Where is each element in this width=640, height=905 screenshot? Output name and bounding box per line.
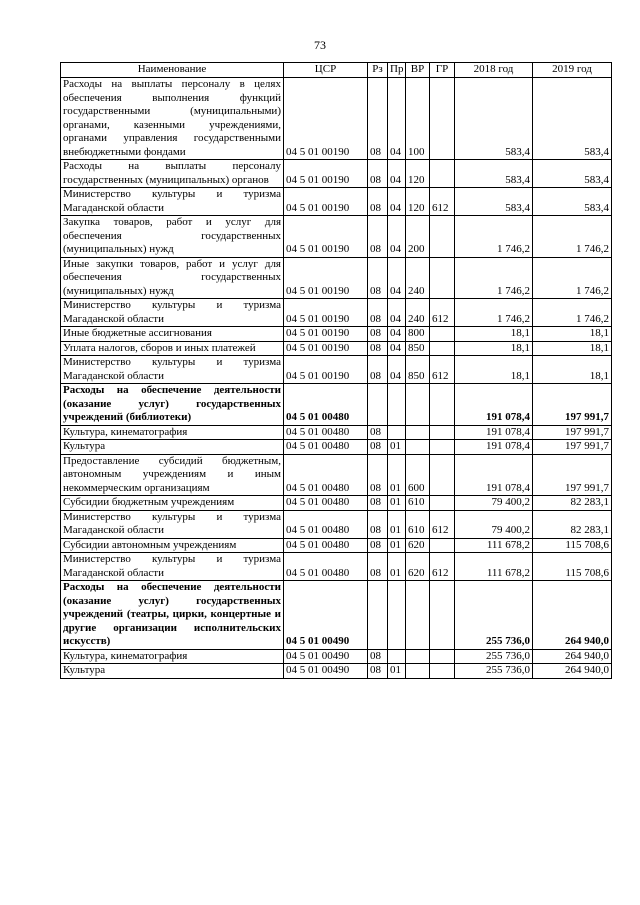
cell-pr: 04 xyxy=(388,257,406,299)
cell-2018: 111 678,2 xyxy=(455,538,533,553)
cell-vr: 200 xyxy=(406,216,430,258)
cell-rz: 08 xyxy=(368,440,388,455)
cell-rz: 08 xyxy=(368,510,388,538)
cell-gr xyxy=(430,78,455,160)
cell-csr: 04 5 01 00480 xyxy=(284,510,368,538)
cell-name: Министерство культуры и туризма Магаданской области xyxy=(61,299,284,327)
table-row xyxy=(61,440,612,455)
cell-vr: 120 xyxy=(406,160,430,188)
cell-gr xyxy=(430,425,455,440)
header-rz: Рз xyxy=(368,63,388,78)
cell-2018: 191 078,4 xyxy=(455,440,533,455)
cell-pr: 01 xyxy=(388,454,406,496)
cell-csr: 04 5 01 00480 xyxy=(284,538,368,553)
cell-name: Министерство культуры и туризма Магаданской области xyxy=(61,553,284,581)
cell-gr xyxy=(430,581,455,650)
cell-pr xyxy=(388,425,406,440)
cell-gr xyxy=(430,257,455,299)
cell-csr: 04 5 01 00480 xyxy=(284,440,368,455)
page-number: 73 xyxy=(314,38,326,52)
cell-2018: 583,4 xyxy=(455,188,533,216)
table-row xyxy=(61,496,612,511)
cell-2019: 18,1 xyxy=(533,327,612,342)
cell-csr: 04 5 01 00190 xyxy=(284,327,368,342)
cell-2018: 255 736,0 xyxy=(455,649,533,664)
cell-name: Расходы на выплаты персоналу в целях обеспечения выполнения функций государственными (муниципальными) органами, казенными учреждениями, органами управления государственными внебюджетными фондами xyxy=(61,78,284,160)
cell-pr: 04 xyxy=(388,160,406,188)
cell-2018: 191 078,4 xyxy=(455,454,533,496)
cell-csr: 04 5 01 00480 xyxy=(284,496,368,511)
cell-rz: 08 xyxy=(368,327,388,342)
cell-csr: 04 5 01 00480 xyxy=(284,384,368,426)
cell-vr: 120 xyxy=(406,188,430,216)
header-2019: 2019 год xyxy=(533,63,612,78)
cell-pr: 04 xyxy=(388,188,406,216)
cell-csr: 04 5 01 00190 xyxy=(284,78,368,160)
cell-pr: 01 xyxy=(388,538,406,553)
cell-2018: 18,1 xyxy=(455,356,533,384)
cell-csr: 04 5 01 00190 xyxy=(284,188,368,216)
cell-gr xyxy=(430,440,455,455)
cell-csr: 04 5 01 00480 xyxy=(284,425,368,440)
cell-csr: 04 5 01 00480 xyxy=(284,553,368,581)
cell-csr: 04 5 01 00190 xyxy=(284,341,368,356)
cell-gr: 612 xyxy=(430,188,455,216)
cell-gr: 612 xyxy=(430,356,455,384)
cell-rz: 08 xyxy=(368,538,388,553)
cell-2018: 1 746,2 xyxy=(455,216,533,258)
table-row xyxy=(61,553,612,581)
cell-csr: 04 5 01 00190 xyxy=(284,257,368,299)
cell-pr xyxy=(388,384,406,426)
cell-2019: 264 940,0 xyxy=(533,649,612,664)
cell-pr: 04 xyxy=(388,327,406,342)
cell-gr xyxy=(430,160,455,188)
cell-csr: 04 5 01 00490 xyxy=(284,581,368,650)
cell-rz: 08 xyxy=(368,454,388,496)
cell-2019: 197 991,7 xyxy=(533,454,612,496)
cell-2018: 1 746,2 xyxy=(455,299,533,327)
cell-gr xyxy=(430,327,455,342)
cell-2019: 583,4 xyxy=(533,78,612,160)
cell-2019: 18,1 xyxy=(533,341,612,356)
cell-gr xyxy=(430,454,455,496)
cell-gr: 612 xyxy=(430,553,455,581)
cell-2018: 191 078,4 xyxy=(455,425,533,440)
cell-name: Министерство культуры и туризма Магаданской области xyxy=(61,188,284,216)
cell-name: Культура, кинематография xyxy=(61,425,284,440)
cell-2019: 82 283,1 xyxy=(533,510,612,538)
cell-csr: 04 5 01 00490 xyxy=(284,649,368,664)
cell-vr xyxy=(406,664,430,679)
header-name: Наименование xyxy=(61,63,284,78)
cell-name: Субсидии автономным учреждениям xyxy=(61,538,284,553)
cell-vr: 620 xyxy=(406,538,430,553)
cell-2018: 18,1 xyxy=(455,341,533,356)
cell-rz: 08 xyxy=(368,356,388,384)
cell-vr: 600 xyxy=(406,454,430,496)
cell-2019: 1 746,2 xyxy=(533,216,612,258)
cell-gr xyxy=(430,216,455,258)
cell-name: Предоставление субсидий бюджетным, автономным учреждениям и иным некоммерческим организациям xyxy=(61,454,284,496)
cell-pr: 04 xyxy=(388,341,406,356)
cell-vr: 100 xyxy=(406,78,430,160)
cell-pr: 01 xyxy=(388,440,406,455)
cell-2019: 82 283,1 xyxy=(533,496,612,511)
cell-name: Министерство культуры и туризма Магаданской области xyxy=(61,356,284,384)
cell-rz: 08 xyxy=(368,299,388,327)
cell-gr xyxy=(430,384,455,426)
cell-vr xyxy=(406,384,430,426)
cell-2019: 197 991,7 xyxy=(533,425,612,440)
header-vr: ВР xyxy=(406,63,430,78)
cell-2018: 255 736,0 xyxy=(455,664,533,679)
cell-name: Министерство культуры и туризма Магаданской области xyxy=(61,510,284,538)
cell-vr xyxy=(406,649,430,664)
header-2018: 2018 год xyxy=(455,63,533,78)
cell-name: Уплата налогов, сборов и иных платежей xyxy=(61,341,284,356)
cell-vr: 850 xyxy=(406,356,430,384)
table-row xyxy=(61,454,612,496)
table-row xyxy=(61,257,612,299)
cell-2018: 583,4 xyxy=(455,160,533,188)
cell-rz xyxy=(368,384,388,426)
cell-gr: 612 xyxy=(430,510,455,538)
cell-vr: 800 xyxy=(406,327,430,342)
cell-gr: 612 xyxy=(430,299,455,327)
cell-name: Культура, кинематография xyxy=(61,649,284,664)
cell-2019: 1 746,2 xyxy=(533,299,612,327)
cell-rz: 08 xyxy=(368,425,388,440)
table-row xyxy=(61,327,612,342)
cell-vr: 610 xyxy=(406,510,430,538)
cell-vr: 850 xyxy=(406,341,430,356)
cell-pr: 01 xyxy=(388,553,406,581)
cell-rz: 08 xyxy=(368,341,388,356)
cell-pr: 01 xyxy=(388,496,406,511)
cell-name: Расходы на обеспечение деятельности (оказание услуг) государственных учреждений (библиотеки) xyxy=(61,384,284,426)
cell-name: Культура xyxy=(61,664,284,679)
cell-csr: 04 5 01 00190 xyxy=(284,356,368,384)
cell-2019: 583,4 xyxy=(533,188,612,216)
cell-pr xyxy=(388,649,406,664)
table-row xyxy=(61,78,612,160)
cell-gr xyxy=(430,538,455,553)
cell-pr: 01 xyxy=(388,510,406,538)
cell-name: Иные закупки товаров, работ и услуг для обеспечения государственных (муниципальных) нужд xyxy=(61,257,284,299)
cell-2018: 1 746,2 xyxy=(455,257,533,299)
cell-name: Культура xyxy=(61,440,284,455)
cell-pr: 04 xyxy=(388,299,406,327)
cell-gr xyxy=(430,649,455,664)
table-row xyxy=(61,299,612,327)
table-row xyxy=(61,160,612,188)
cell-vr: 620 xyxy=(406,553,430,581)
cell-pr: 04 xyxy=(388,356,406,384)
table-row xyxy=(61,188,612,216)
table-row xyxy=(61,216,612,258)
cell-2019: 18,1 xyxy=(533,356,612,384)
cell-name: Субсидии бюджетным учреждениям xyxy=(61,496,284,511)
cell-vr xyxy=(406,581,430,650)
cell-csr: 04 5 01 00190 xyxy=(284,216,368,258)
cell-2019: 115 708,6 xyxy=(533,553,612,581)
cell-rz: 08 xyxy=(368,496,388,511)
table-body xyxy=(61,78,612,679)
cell-gr xyxy=(430,664,455,679)
cell-rz: 08 xyxy=(368,664,388,679)
table-row xyxy=(61,356,612,384)
cell-vr: 240 xyxy=(406,257,430,299)
cell-2019: 197 991,7 xyxy=(533,384,612,426)
cell-rz: 08 xyxy=(368,257,388,299)
table-row xyxy=(61,384,612,426)
table-row xyxy=(61,510,612,538)
cell-2019: 583,4 xyxy=(533,160,612,188)
cell-vr: 240 xyxy=(406,299,430,327)
cell-2018: 79 400,2 xyxy=(455,510,533,538)
cell-rz: 08 xyxy=(368,78,388,160)
table-row xyxy=(61,538,612,553)
cell-name: Закупка товаров, работ и услуг для обеспечения государственных (муниципальных) нужд xyxy=(61,216,284,258)
cell-2018: 18,1 xyxy=(455,327,533,342)
table-row xyxy=(61,341,612,356)
cell-2019: 197 991,7 xyxy=(533,440,612,455)
table-row xyxy=(61,581,612,650)
cell-rz: 08 xyxy=(368,160,388,188)
cell-2018: 191 078,4 xyxy=(455,384,533,426)
cell-csr: 04 5 01 00190 xyxy=(284,299,368,327)
cell-rz: 08 xyxy=(368,553,388,581)
cell-rz: 08 xyxy=(368,188,388,216)
cell-name: Расходы на выплаты персоналу государственных (муниципальных) органов xyxy=(61,160,284,188)
header-pr: Пр xyxy=(388,63,406,78)
cell-gr xyxy=(430,341,455,356)
cell-csr: 04 5 01 00190 xyxy=(284,160,368,188)
budget-table xyxy=(60,62,612,679)
cell-pr: 04 xyxy=(388,78,406,160)
cell-2018: 79 400,2 xyxy=(455,496,533,511)
cell-vr xyxy=(406,425,430,440)
cell-pr xyxy=(388,581,406,650)
cell-2018: 255 736,0 xyxy=(455,581,533,650)
cell-2019: 115 708,6 xyxy=(533,538,612,553)
cell-csr: 04 5 01 00490 xyxy=(284,664,368,679)
header-csr: ЦСР xyxy=(284,63,368,78)
cell-rz: 08 xyxy=(368,649,388,664)
cell-pr: 01 xyxy=(388,664,406,679)
table-row xyxy=(61,664,612,679)
cell-name: Расходы на обеспечение деятельности (оказание услуг) государственных учреждений (театры, цирки, концертные и другие организации исполнительских искусств) xyxy=(61,581,284,650)
cell-pr: 04 xyxy=(388,216,406,258)
cell-vr: 610 xyxy=(406,496,430,511)
cell-vr xyxy=(406,440,430,455)
cell-rz xyxy=(368,581,388,650)
table-row xyxy=(61,425,612,440)
table-header-row xyxy=(61,63,612,78)
cell-rz: 08 xyxy=(368,216,388,258)
table-row xyxy=(61,649,612,664)
cell-2019: 1 746,2 xyxy=(533,257,612,299)
cell-2019: 264 940,0 xyxy=(533,664,612,679)
cell-csr: 04 5 01 00480 xyxy=(284,454,368,496)
cell-name: Иные бюджетные ассигнования xyxy=(61,327,284,342)
cell-2018: 583,4 xyxy=(455,78,533,160)
cell-2019: 264 940,0 xyxy=(533,581,612,650)
header-gr: ГР xyxy=(430,63,455,78)
cell-2018: 111 678,2 xyxy=(455,553,533,581)
cell-gr xyxy=(430,496,455,511)
